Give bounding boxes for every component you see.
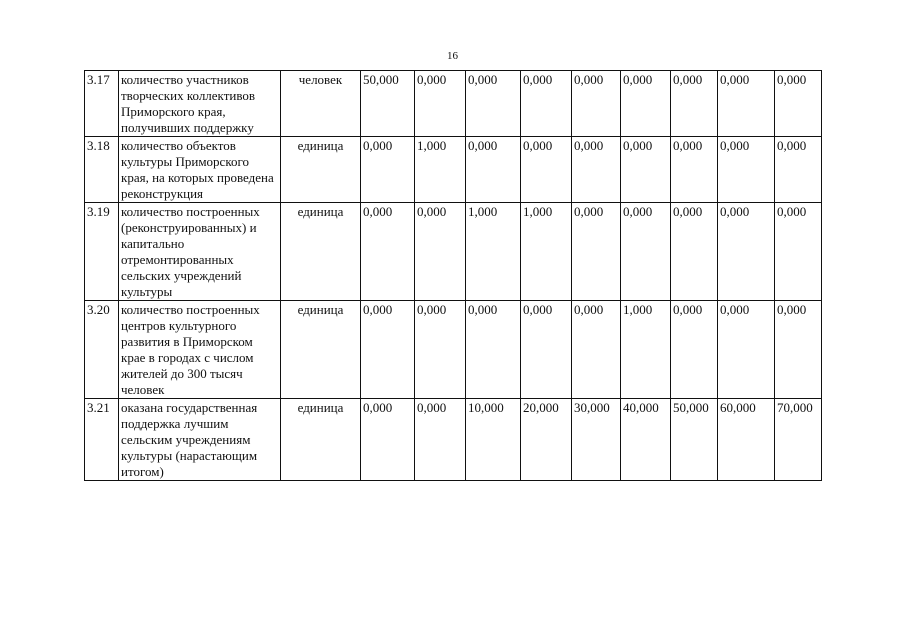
value-cell: 0,000 xyxy=(671,71,718,137)
value-cell: 20,000 xyxy=(521,399,572,481)
value-cell: 0,000 xyxy=(775,203,822,301)
value-cell: 0,000 xyxy=(671,301,718,399)
row-number: 3.21 xyxy=(85,399,119,481)
value-cell: 0,000 xyxy=(621,71,671,137)
value-cell: 0,000 xyxy=(521,301,572,399)
row-number: 3.20 xyxy=(85,301,119,399)
value-cell: 70,000 xyxy=(775,399,822,481)
value-cell: 30,000 xyxy=(572,399,621,481)
row-number: 3.18 xyxy=(85,137,119,203)
value-cell: 0,000 xyxy=(361,203,415,301)
value-cell: 0,000 xyxy=(415,399,466,481)
page-number: 16 xyxy=(447,50,458,62)
value-cell: 0,000 xyxy=(572,71,621,137)
value-cell: 0,000 xyxy=(415,301,466,399)
indicator-name: количество объектов культуры Приморского края, на которых проведена реконструкция xyxy=(119,137,281,203)
value-cell: 0,000 xyxy=(718,203,775,301)
value-cell: 0,000 xyxy=(572,137,621,203)
unit-cell: единица xyxy=(281,399,361,481)
value-cell: 0,000 xyxy=(621,203,671,301)
value-cell: 10,000 xyxy=(466,399,521,481)
value-cell: 0,000 xyxy=(718,301,775,399)
table-row xyxy=(85,203,822,301)
unit-cell: единица xyxy=(281,301,361,399)
value-cell: 0,000 xyxy=(775,301,822,399)
unit-cell: человек xyxy=(281,71,361,137)
unit-cell: единица xyxy=(281,137,361,203)
value-cell: 50,000 xyxy=(361,71,415,137)
value-cell: 50,000 xyxy=(671,399,718,481)
value-cell: 1,000 xyxy=(466,203,521,301)
indicator-name: количество построенных (реконструированных) и капитально отремонтированных сельских учреждений культуры xyxy=(119,203,281,301)
value-cell: 0,000 xyxy=(718,137,775,203)
value-cell: 0,000 xyxy=(671,137,718,203)
indicator-name: количество построенных центров культурного развития в Приморском крае в городах с числом жителей до 300 тысяч человек xyxy=(119,301,281,399)
value-cell: 60,000 xyxy=(718,399,775,481)
value-cell: 0,000 xyxy=(361,137,415,203)
value-cell: 0,000 xyxy=(621,137,671,203)
value-cell: 0,000 xyxy=(466,301,521,399)
value-cell: 0,000 xyxy=(521,137,572,203)
row-number: 3.19 xyxy=(85,203,119,301)
indicator-name: оказана государственная поддержка лучшим сельским учреждениям культуры (нарастающим итогом) xyxy=(119,399,281,481)
value-cell: 0,000 xyxy=(361,399,415,481)
value-cell: 1,000 xyxy=(415,137,466,203)
value-cell: 1,000 xyxy=(521,203,572,301)
value-cell: 0,000 xyxy=(718,71,775,137)
value-cell: 0,000 xyxy=(775,71,822,137)
table-row xyxy=(85,399,822,481)
indicators-table xyxy=(84,70,822,481)
value-cell: 40,000 xyxy=(621,399,671,481)
table-row xyxy=(85,137,822,203)
table-row xyxy=(85,71,822,137)
unit-cell: единица xyxy=(281,203,361,301)
value-cell: 0,000 xyxy=(466,71,521,137)
value-cell: 0,000 xyxy=(415,203,466,301)
value-cell: 0,000 xyxy=(466,137,521,203)
row-number: 3.17 xyxy=(85,71,119,137)
value-cell: 0,000 xyxy=(775,137,822,203)
value-cell: 0,000 xyxy=(572,301,621,399)
value-cell: 0,000 xyxy=(521,71,572,137)
value-cell: 1,000 xyxy=(621,301,671,399)
value-cell: 0,000 xyxy=(361,301,415,399)
indicator-name: количество участников творческих коллективов Приморского края, получивших поддержку xyxy=(119,71,281,137)
table-row xyxy=(85,301,822,399)
value-cell: 0,000 xyxy=(415,71,466,137)
value-cell: 0,000 xyxy=(572,203,621,301)
value-cell: 0,000 xyxy=(671,203,718,301)
